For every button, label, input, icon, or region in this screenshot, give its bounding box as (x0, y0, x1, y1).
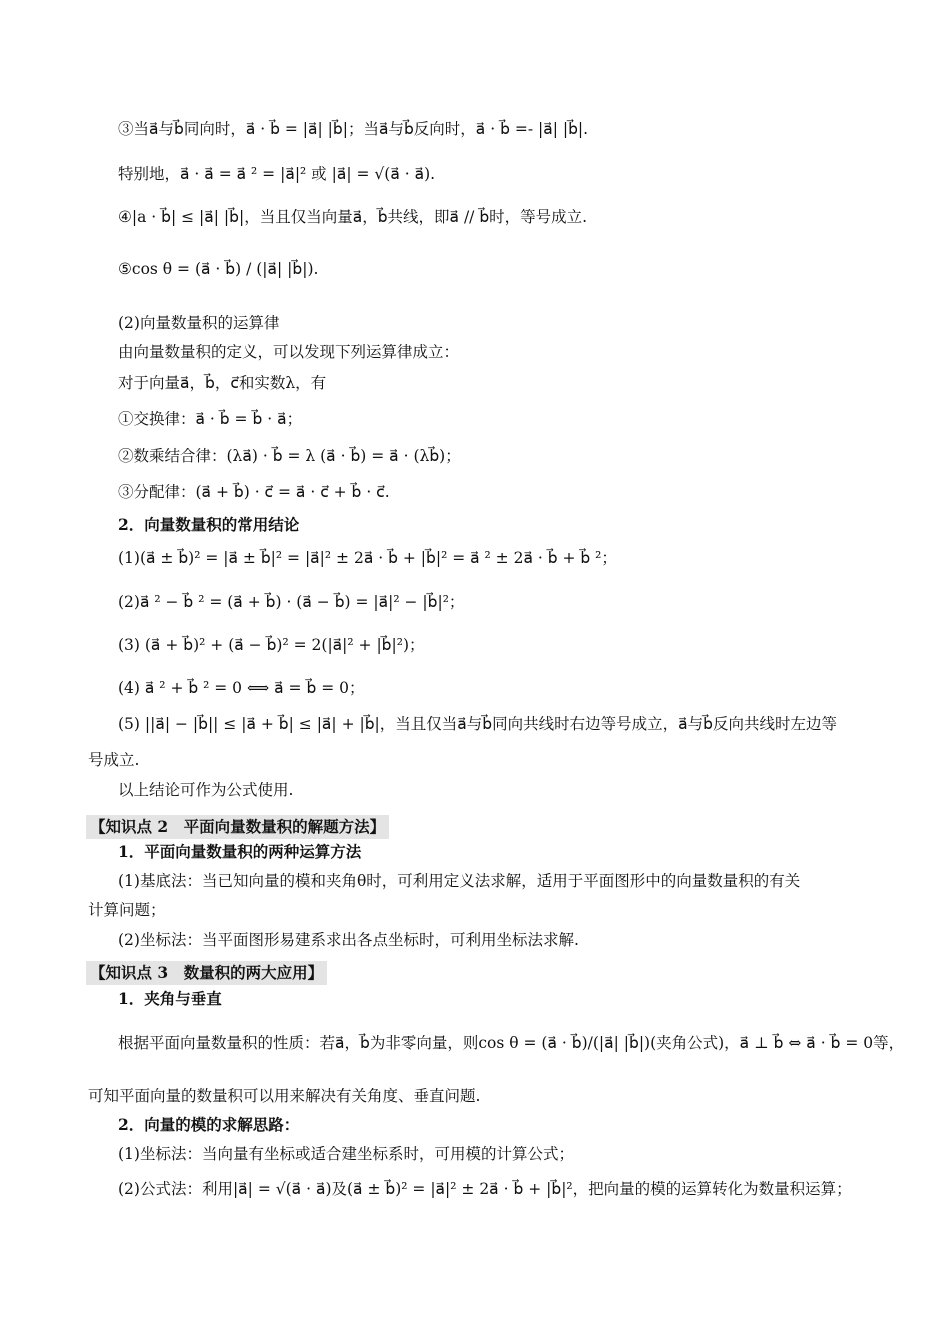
text-line: (2)坐标法：当平面图形易建系求出各点坐标时，可利用坐标法求解. (118, 931, 579, 949)
knowledge-point-2-heading: 【知识点 2 平面向量数量积的解题方法】 (86, 815, 389, 839)
text-line: (1)基底法：当已知向量的模和夹角θ时，可利用定义法求解，适用于平面图形中的向量数量积的有关 (118, 872, 801, 890)
text-line: (1)坐标法：当向量有坐标或适合建坐标系时，可用模的计算公式； (118, 1145, 574, 1163)
text-line: (3) (a⃗ + b⃗)² + (a⃗ − b⃗)² = 2(|a⃗|² + |b⃗|²)； (118, 636, 425, 654)
text-line: 可知平面向量的数量积可以用来解决有关角度、垂直问题. (88, 1087, 481, 1105)
text-line: (4) a⃗ ² + b⃗ ² = 0 ⟺ a⃗ = b⃗ = 0； (118, 679, 365, 697)
text-line: 对于向量a⃗，b⃗，c⃗和实数λ，有 (118, 374, 327, 392)
text-line: ②数乘结合律：(λa⃗) · b⃗ = λ (a⃗ · b⃗) = a⃗ · (λb⃗)； (118, 447, 461, 465)
text-line: (5) ||a⃗| − |b⃗|| ≤ |a⃗ + b⃗| ≤ |a⃗| + |b⃗|，当且仅当a⃗与b⃗同向共线时右边等号成立，a⃗与b⃗反向共线时左边等 (118, 715, 837, 733)
text-line: 以上结论可作为公式使用. (118, 781, 294, 799)
text-line: ③当a⃗与b⃗同向时，a⃗ · b⃗ = |a⃗| |b⃗|；当a⃗与b⃗反向时，a⃗ · b⃗ =- |a⃗| |b⃗|. (118, 120, 589, 138)
section-heading: 2．向量的模的求解思路： (118, 1115, 300, 1134)
text-line: ①交换律：a⃗ · b⃗ = b⃗ · a⃗； (118, 410, 303, 428)
text-line: 计算问题； (88, 901, 166, 919)
text-line: 特别地，a⃗ · a⃗ = a⃗ ² = |a⃗|² 或 |a⃗| = √(a⃗ · a⃗). (118, 165, 436, 183)
text-line: (2)公式法：利用|a⃗| = √(a⃗ · a⃗)及(a⃗ ± b⃗)² = |a⃗|² ± 2a⃗ · b⃗ + |b⃗|²，把向量的模的运算转化为数量积运算； (118, 1180, 852, 1198)
text-line: (2)向量数量积的运算律 (118, 314, 280, 332)
text-line: (1)(a⃗ ± b⃗)² = |a⃗ ± b⃗|² = |a⃗|² ± 2a⃗ · b⃗ + |b⃗|² = a⃗ ² ± 2a⃗ · b⃗ + b⃗ ²； (118, 549, 617, 567)
text-line: ③分配律：(a⃗ + b⃗) · c⃗ = a⃗ · c⃗ + b⃗ · c⃗. (118, 483, 390, 501)
knowledge-point-3-heading: 【知识点 3 数量积的两大应用】 (86, 961, 327, 985)
text-line: ④|a · b⃗| ≤ |a⃗| |b⃗|，当且仅当向量a⃗，b⃗共线，即a⃗ // b⃗时，等号成立. (118, 208, 588, 226)
text-line: 号成立. (88, 751, 140, 769)
text-line: ⑤cos θ = (a⃗ · b⃗) / (|a⃗| |b⃗|). (118, 260, 319, 278)
text-line: 由向量数量积的定义，可以发现下列运算律成立： (118, 343, 460, 361)
text-line: 根据平面向量数量积的性质：若a⃗，b⃗为非零向量，则cos θ = (a⃗ · b⃗)/(|a⃗| |b⃗|)(夹角公式)，a⃗ ⊥ b⃗ ⇔ a⃗ · b⃗ = 0等， (118, 1034, 905, 1052)
text-line: (2)a⃗ ² − b⃗ ² = (a⃗ + b⃗) · (a⃗ − b⃗) = |a⃗|² − |b⃗|²； (118, 593, 465, 611)
section-heading: 1．夹角与垂直 (118, 989, 222, 1008)
section-heading: 1．平面向量数量积的两种运算方法 (118, 842, 362, 861)
section-heading: 2．向量数量积的常用结论 (118, 515, 300, 534)
